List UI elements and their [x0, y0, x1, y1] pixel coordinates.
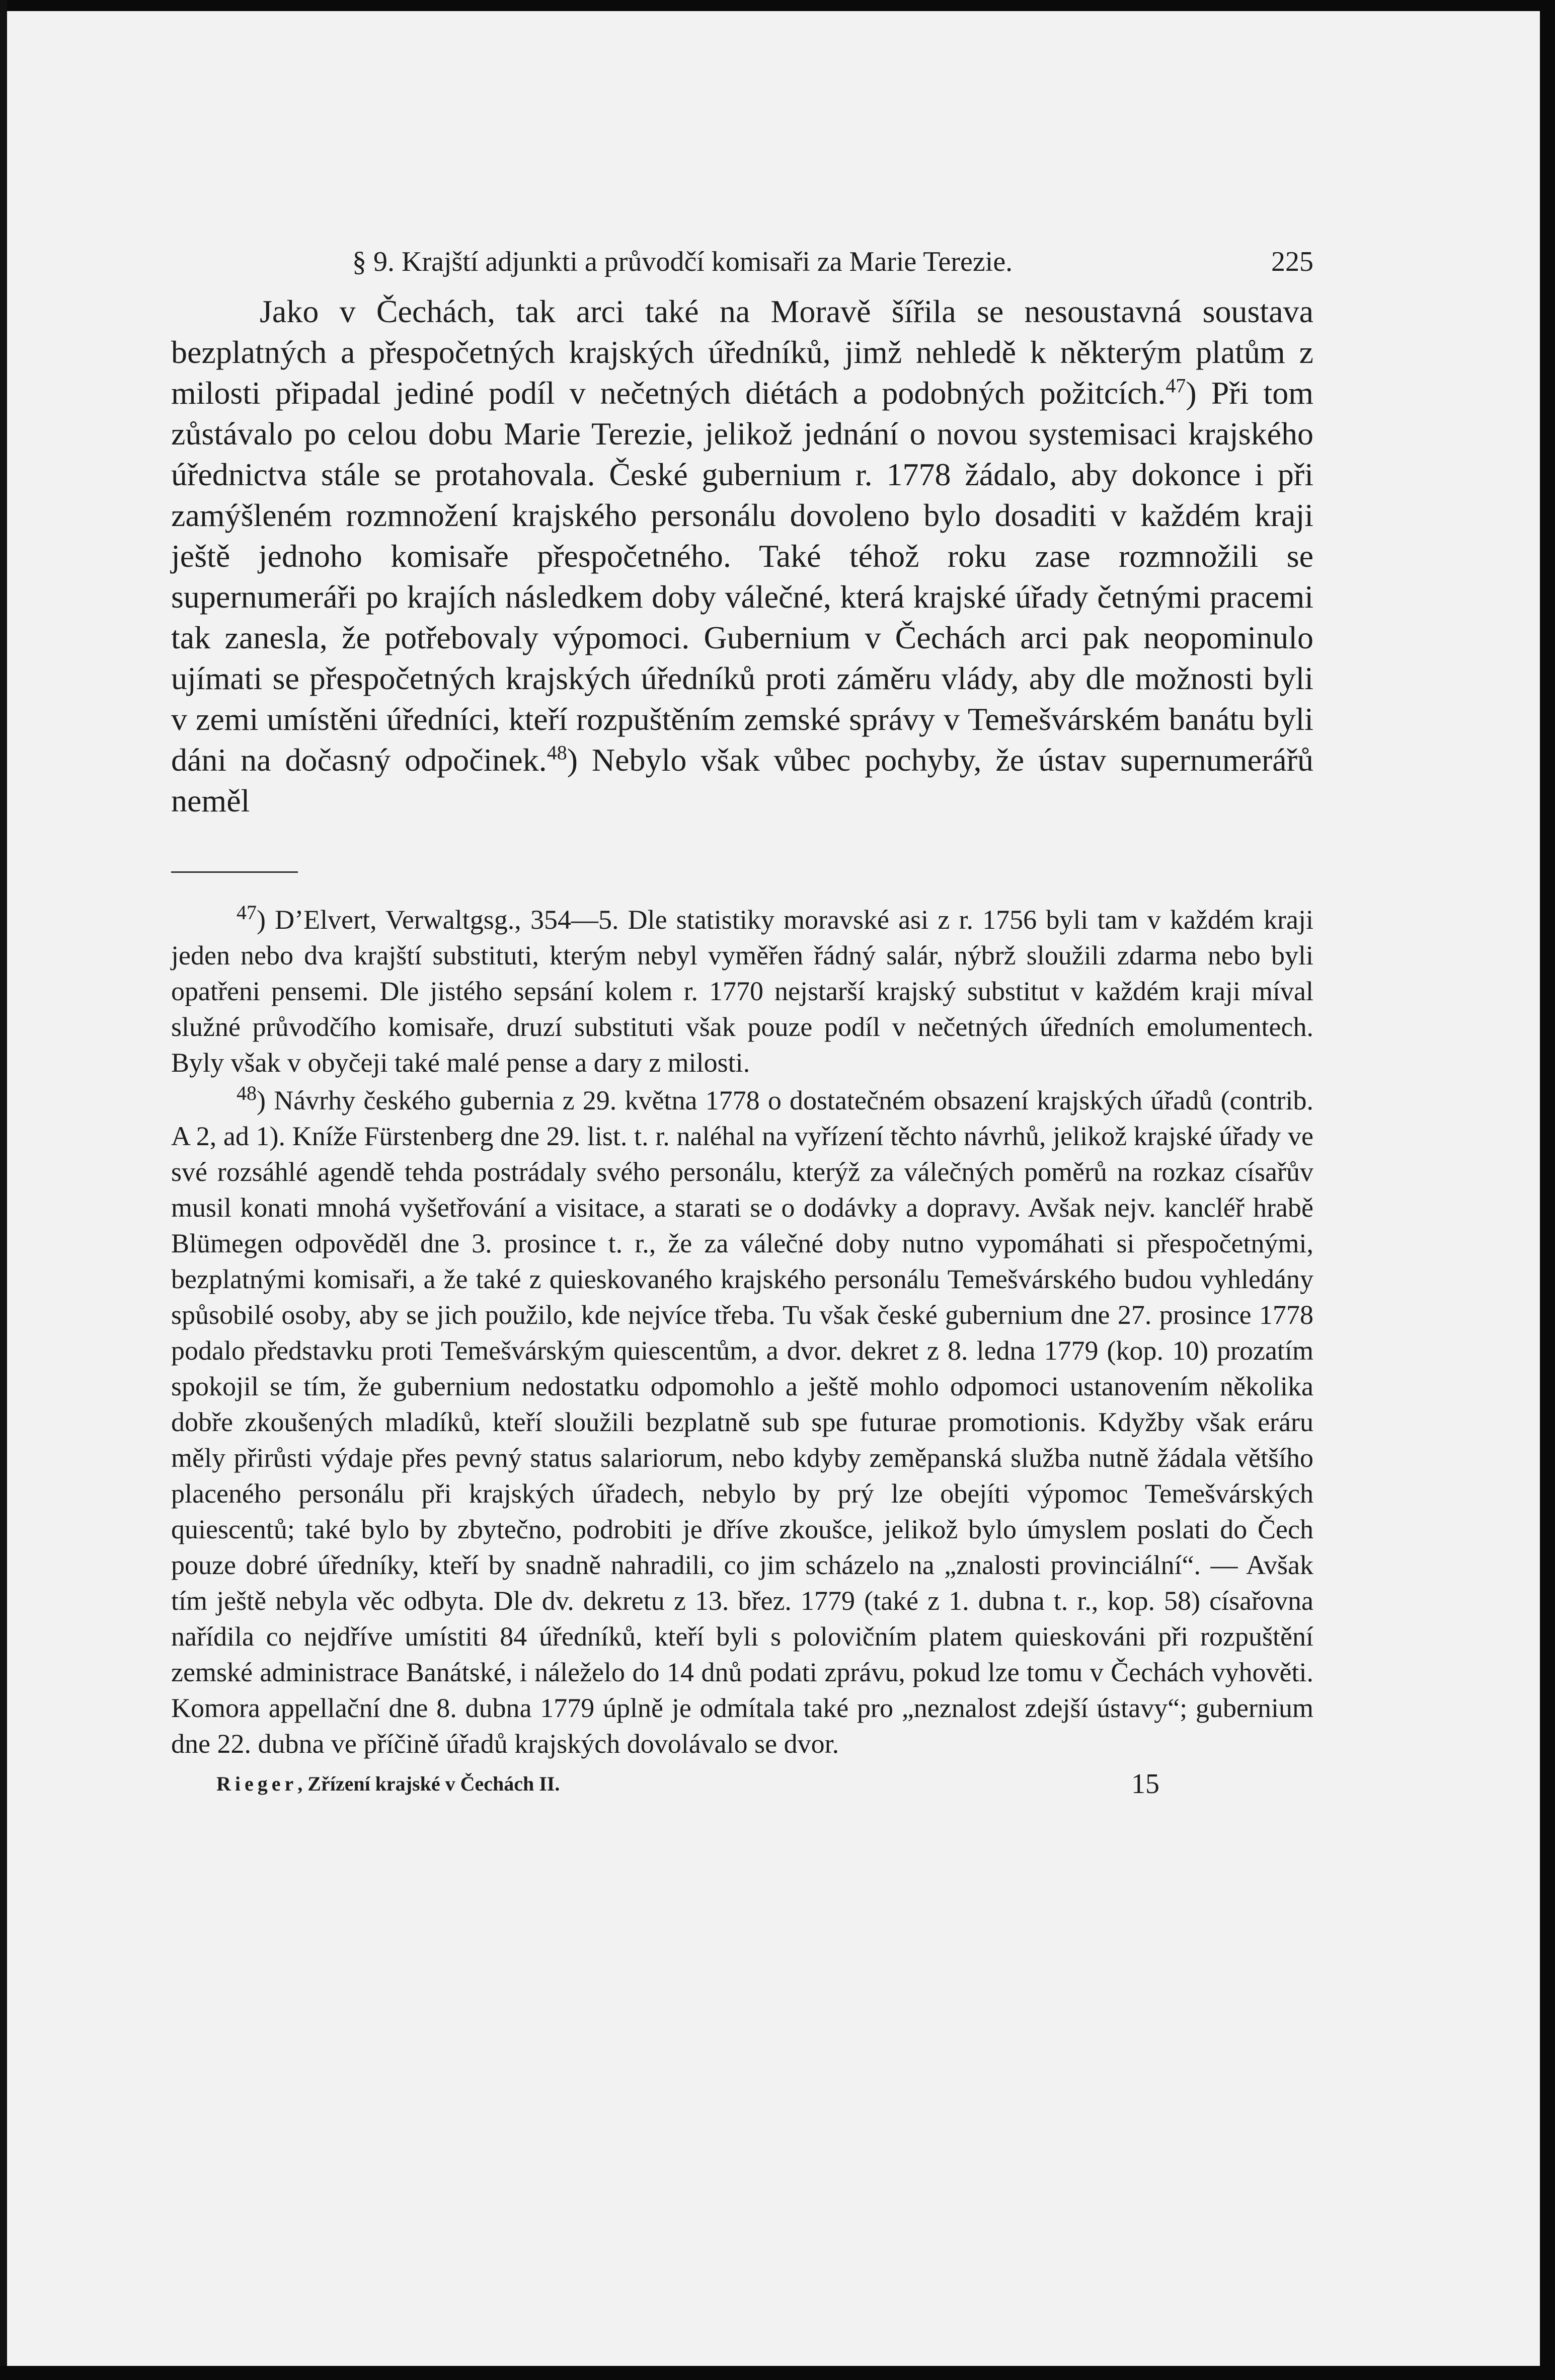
running-head — [171, 237, 1313, 287]
book-title: , Zřízení krajské v Čechách II. — [297, 1772, 560, 1795]
author-name: Rieger — [216, 1772, 298, 1795]
printer-signature-line — [171, 1764, 1313, 1804]
scan-edge-left — [0, 0, 7, 2380]
footnote-mark-48: 48 — [237, 1082, 257, 1104]
footnote-48-text: ) Návrhy českého gubernia z 29. května 1778 o dostatečném obsazení krajských úřadů (contrib. A 2, ad 1). Kníže Fürstenberg dne 29. list. t. r. naléhal na vyřízení těchto návrhů, jelikož krajské úřady ve své rozsáhlé agendě tehda postrádaly svého personálu, kterýž za válečných poměrů na rozkaz císařův musil konati mnohá vyšetřování a visitace, a starati se o dodávky a dopravy. Avšak nejv. kancléř hrabě Blümegen odpověděl dne 3. prosince t. r., že za válečné doby nutno vypomáhati si přespočetnými, bezplatnými komisaři, a že také z quieskovaného krajského personálu Temešvárského budou vyhledány spůsobilé osoby, aby se jich použilo, kde nejvíce třeba. Tu však české gubernium dne 27. prosince 1778 podalo představku proti Temešvárským quiescentům, a dvor. dekret z 8. ledna 1779 (kop. 10) prozatím spokojil se tím, že gubernium nedostatku odpomohlo a ještě mohlo odpomoci ustanovením několika dobře zkoušených mladíků, kteří sloužili bezplatně sub spe futurae promotionis. Kdyžby však eráru měly přirůsti výdaje přes pevný status salariorum, nebo kdyby zeměpanská služba nutně žádala většího placeného personálu při krajských úřadech, nebylo by prý lze obejíti výpomoc Temešvárských quiescentů; také bylo by zbytečno, podrobiti je dříve zkoušce, jelikož bylo úmyslem poslati do Čech pouze dobré úředníky, kteří by snadně nahradili, co jim scházelo na „znalosti provinciální“. — Avšak tím ještě nebyla věc odbyta. Dle dv. dekretu z 13. břez. 1779 (také z 1. dubna t. r., kop. 58) císařovna nařídila co nejdříve umístiti 84 úředníků, kteří byli s polovičním platem quieskováni při rozpuštění zemské administrace Banátské, i náleželo do 14 dnů podati zprávu, pokud lze tomu v Čechách vyhověti. Komora appellační dne 8. dubna 1779 úplně je odmítala také pro „neznalost zdejší ústavy“; gubernium dne 22. dubna ve příčině úřadů krajských dovolávalo se dvor. — [171, 1085, 1313, 1759]
footnote-48 — [171, 1083, 1313, 1762]
footnote-reference-47: 47 — [1165, 374, 1186, 397]
paragraph-text-part-3: ) Nebylo však vůbec pochyby, že ústav supernumerářů neměl — [171, 742, 1314, 819]
footnote-mark-47: 47 — [237, 901, 257, 924]
paragraph-text-part-1: Jako v Čechách, tak arci také na Moravě šířila se nesoustavná soustava bezplatných a přespočetných krajských úředníků, jimž nehledě k některým platům z milosti připadal jediné podíl v nečetných diétách a podobných požitcích. — [171, 293, 1313, 411]
main-paragraph — [171, 291, 1313, 821]
footnote-47-text: ) D’Elvert, Verwaltgsg., 354—5. Dle statistiky moravské asi z r. 1756 byli tam v každém kraji jeden nebo dva krajští substituti, kterým nebyl vyměřen řádný salár, nýbrž sloužili zdarma nebo byli opatřeni pensemi. Dle jistého sepsání kolem r. 1770 nejstarší krajský substitut v každém kraji míval služné průvodčího komisaře, druzí substituti však pouze podíl v nečetných úředních emolumentech. Byly však v obyčeji také malé pense a dary z milosti. — [171, 905, 1313, 1078]
scan-edge-top — [0, 0, 1555, 11]
page-number: 225 — [1271, 246, 1313, 277]
running-title: § 9. Krajští adjunkti a průvodčí komisaři za Marie Terezie. — [352, 246, 1013, 277]
footnote-47 — [171, 902, 1313, 1081]
book-signature — [216, 1764, 560, 1804]
footnote-separator — [171, 871, 298, 873]
footnote-reference-48: 48 — [547, 741, 567, 764]
scan-edge-right — [1540, 0, 1555, 2380]
gathering-signature-mark: 15 — [1131, 1768, 1159, 1800]
scan-edge-bottom — [0, 2366, 1555, 2380]
paragraph-text-part-2: ) Při tom zůstávalo po celou dobu Marie Terezie, jelikož jednání o novou systemisaci krajského úřednictva stále se protahovala. České gubernium r. 1778 žádalo, aby dokonce i při zamýšleném rozmnožení krajského personálu dovoleno bylo dosaditi v každém kraji ještě jednoho komisaře přespočetného. Také téhož roku zase rozmnožili se supernumeráři po krajích následkem doby válečné, která krajské úřady četnými pracemi tak zanesla, že potřebovaly výpomoci. Gubernium v Čechách arci pak neopominulo ujímati se přespočetných krajských úředníků proti záměru vlády, aby dle možnosti byli v zemi umístěni úředníci, kteří rozpuštěním zemské správy v Temešvárském banátu byli dáni na dočasný odpočinek. — [171, 375, 1314, 778]
page-content — [171, 237, 1313, 1804]
